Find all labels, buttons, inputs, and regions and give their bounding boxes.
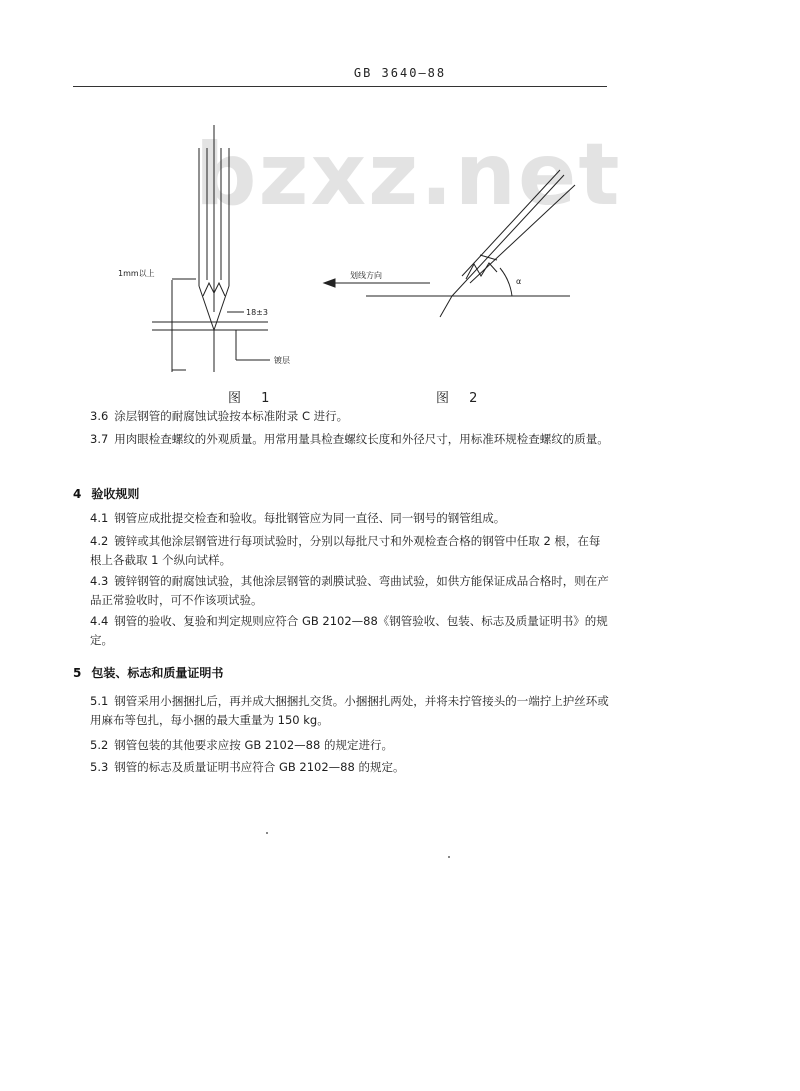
paragraph-3-7 xyxy=(90,430,610,449)
watermark: bzxz.net xyxy=(195,125,622,225)
paragraph-text: 钢管包装的其他要求应按 GB 2102—88 的规定进行。 xyxy=(114,738,393,752)
section-4-heading xyxy=(73,485,139,502)
page-header: GB 3640—88 xyxy=(353,66,447,80)
paragraph-5-2 xyxy=(90,736,610,755)
fig1-coating-label: 镀层 xyxy=(274,356,290,365)
section-title: 包装、标志和质量证明书 xyxy=(91,666,224,680)
paragraph-text: 镀锌钢管的耐腐蚀试验，其他涂层钢管的剥膜试验、弯曲试验，如供方能保证成品合格时，则在产品正常验收时，可不作该项试验。 xyxy=(90,574,609,607)
paragraph-text: 用肉眼检查螺纹的外观质量。用常用量具检查螺纹长度和外径尺寸，用标准环规检查螺纹的质量。 xyxy=(114,432,609,446)
paragraph-number: 4.2 xyxy=(90,534,109,548)
paragraph-number: 4.3 xyxy=(90,574,109,588)
fig2-angle-label: α xyxy=(516,277,522,286)
paragraph-number: 4.4 xyxy=(90,614,109,628)
paragraph-text: 涂层钢管的耐腐蚀试验按本标准附录 C 进行。 xyxy=(114,409,349,423)
paragraph-text: 镀锌或其他涂层钢管进行每项试验时，分别以每批尺寸和外观检查合格的钢管中任取 2 根，在每根上各截取 1 个纵向试样。 xyxy=(90,534,601,567)
section-title: 验收规则 xyxy=(91,487,140,501)
paragraph-4-1 xyxy=(90,509,610,528)
figure-1-caption: 图 1 xyxy=(228,391,278,406)
paragraph-number: 5.2 xyxy=(90,738,109,752)
paragraph-4-2 xyxy=(90,532,610,570)
paragraph-5-3 xyxy=(90,758,610,777)
section-number: 5 xyxy=(73,666,82,680)
paragraph-number: 3.7 xyxy=(90,432,109,446)
section-5-heading xyxy=(73,664,223,681)
paragraph-5-1 xyxy=(90,692,610,730)
section-number: 4 xyxy=(73,487,82,501)
fig2-direction-label: 划线方向 xyxy=(350,271,382,280)
paragraph-4-3 xyxy=(90,572,610,610)
figure-1-drawing xyxy=(152,125,270,372)
paragraph-number: 5.1 xyxy=(90,694,109,708)
paragraph-text: 钢管应成批提交检查和验收。每批钢管应为同一直径、同一钢号的钢管组成。 xyxy=(114,511,506,525)
figure-2-drawing xyxy=(324,170,575,317)
paragraph-number: 4.1 xyxy=(90,511,109,525)
figure-2-caption: 图 2 xyxy=(436,391,486,406)
paragraph-number: 5.3 xyxy=(90,760,109,774)
fig1-depth-label: 1mm以上 xyxy=(118,269,155,278)
paragraph-text: 钢管的标志及质量证明书应符合 GB 2102—88 的规定。 xyxy=(114,760,405,774)
paragraph-number: 3.6 xyxy=(90,409,109,423)
scan-speck xyxy=(448,856,450,858)
paragraph-4-4 xyxy=(90,612,610,650)
scan-speck xyxy=(266,832,268,834)
paragraph-text: 钢管的验收、复验和判定规则应符合 GB 2102—88《钢管验收、包装、标志及质量证明书》的规定。 xyxy=(90,614,608,647)
figures-drawing xyxy=(0,0,800,420)
fig1-angle-label: 18±3 xyxy=(246,308,268,317)
paragraph-3-6 xyxy=(90,407,610,426)
paragraph-text: 钢管采用小捆捆扎后，再并成大捆捆扎交货。小捆捆扎两处，并将未拧管接头的一端拧上护丝环或用麻布等包扎，每小捆的最大重量为 150 kg。 xyxy=(90,694,609,727)
